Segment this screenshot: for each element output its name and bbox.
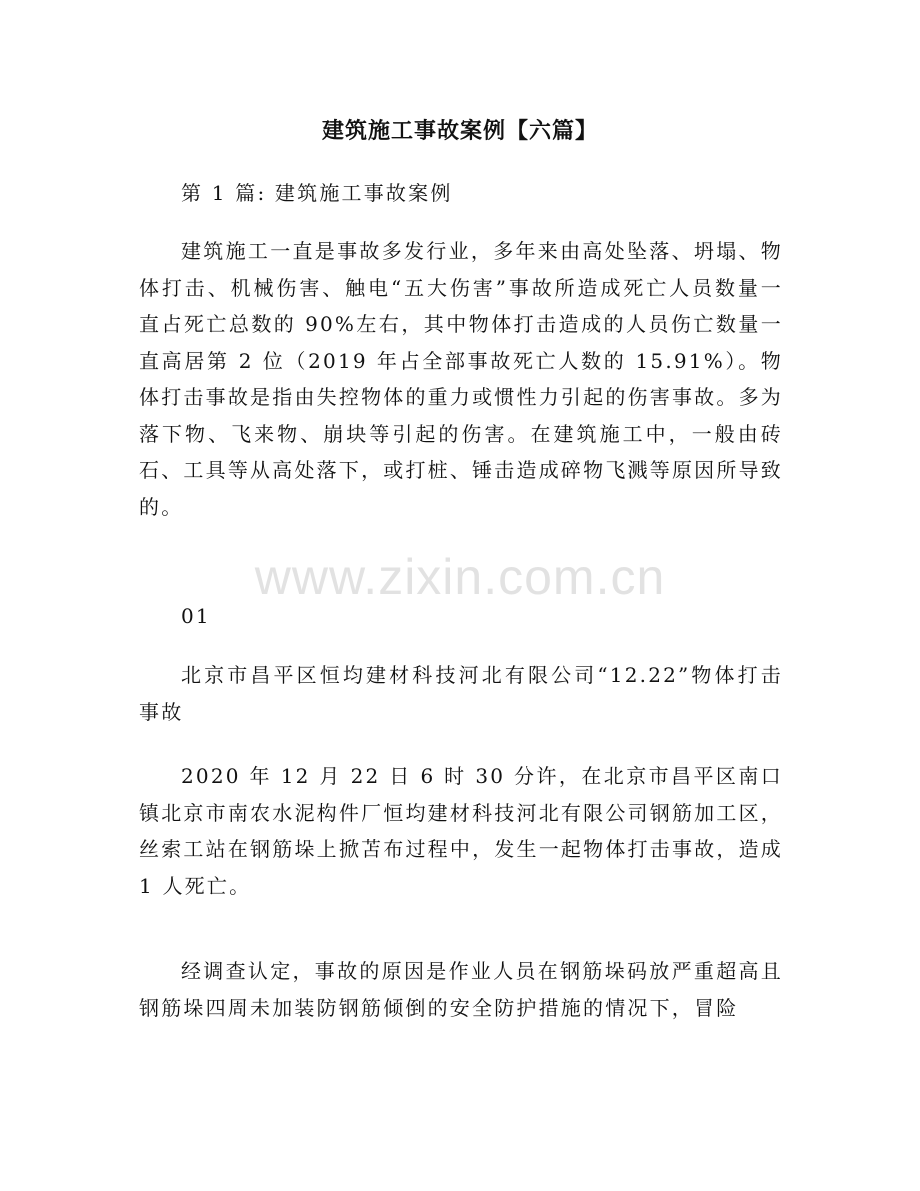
case-number: 01 bbox=[181, 604, 211, 628]
watermark: www.zixin.com.cn bbox=[254, 549, 666, 605]
document-title: 建筑施工事故案例【六篇】 bbox=[321, 118, 598, 144]
paragraph-intro: 建筑施工一直是事故多发行业，多年来由高处坠落、坍塌、物体打击、机械伤害、触电“五大伤害”事故所造成死亡人员数量一直占死亡总数的 90%左右，其中物体打击造成的人员伤亡数量一直高居第 2 位（2019 年占全部事故死亡人数的 15.91%）。物体打击事故是指由失控物体的重力或惯性力引起的伤害事故。多为落下物、飞来物、崩块等引起的伤害。在建筑施工中，一般由砖石、工具等从高处落下，或打桩、锤击造成碎物飞溅等原因所导致的。 bbox=[139, 239, 783, 519]
paragraph-case-description: 2020 年 12 月 22 日 6 时 30 分许，在北京市昌平区南口镇北京市南农水泥构件厂恒均建材科技河北有限公司钢筋加工区，丝索工站在钢筋垛上掀苫布过程中，发生一起物体打击事故，造成 1 人死亡。 bbox=[139, 764, 783, 898]
section-heading: 第 1 篇: 建筑施工事故案例 bbox=[181, 181, 453, 205]
case-title: 北京市昌平区恒均建材科技河北有限公司“12.22”物体打击事故 bbox=[139, 663, 783, 724]
paragraph-investigation: 经调查认定，事故的原因是作业人员在钢筋垛码放严重超高且钢筋垛四周未加装防钢筋倾倒的安全防护措施的情况下，冒险 bbox=[139, 959, 783, 1020]
